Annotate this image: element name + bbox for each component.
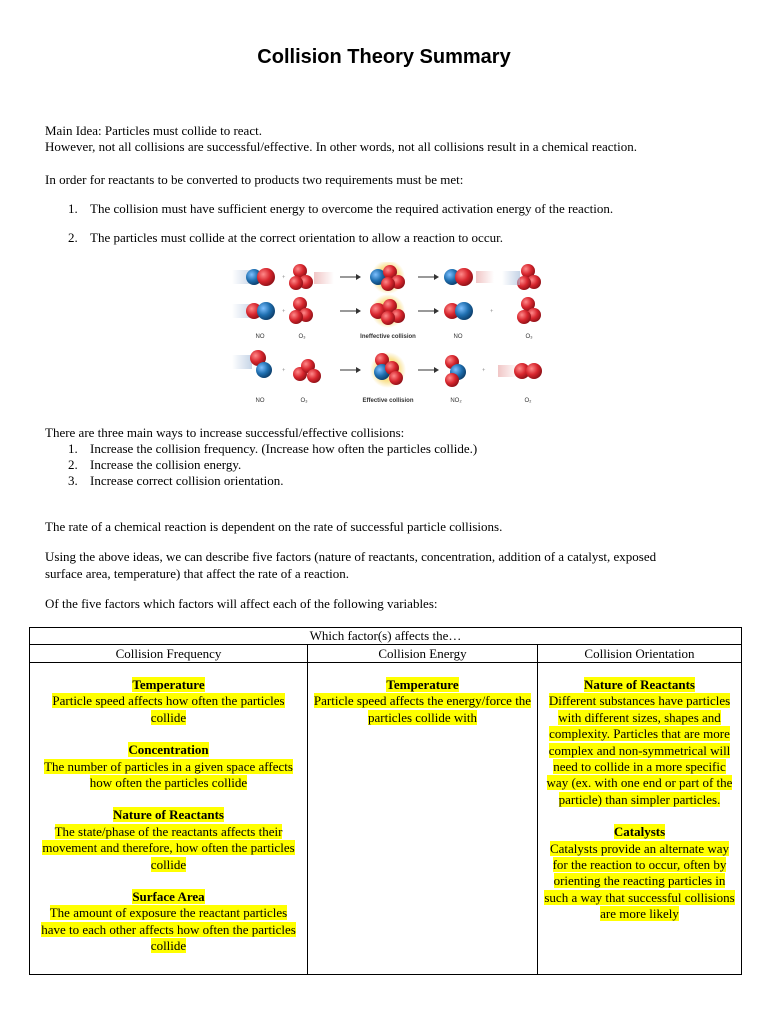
factor-description: The state/phase of the reactants affects their movement and therefore, how often the particles collide <box>42 823 295 872</box>
collision-figure <box>230 262 560 412</box>
figure-label: O₃ <box>525 334 533 340</box>
list-number: 1. <box>68 201 78 216</box>
factor-description: Catalysts provide an alternate way for the reaction to occur, often by orienting the reacting particles in such a way that successful collisions are more likely <box>544 840 735 922</box>
svg-text:+: + <box>490 309 494 315</box>
factor-entry <box>313 677 532 726</box>
figure-label: Effective collision <box>362 398 414 404</box>
figure-label: NO <box>255 334 265 340</box>
figure-label: O₃ <box>298 334 306 340</box>
collision-diagram <box>230 262 560 412</box>
figure-label: NO₂ <box>450 398 462 404</box>
figure-label: O₂ <box>524 398 532 404</box>
factor-heading: Nature of Reactants <box>584 677 695 692</box>
figure-row-2 <box>232 294 541 340</box>
list-text: The particles must collide at the correct orientation to allow a reaction to occur. <box>90 230 503 245</box>
factor-description: Particle speed affects the energy/force the particles collide with <box>313 693 532 725</box>
factor-heading: Concentration <box>128 742 209 758</box>
figure-label: Ineffective collision <box>360 334 416 340</box>
svg-text:+: + <box>282 309 286 315</box>
list-text: The collision must have sufficient energy to overcome the required activation energy of the reaction. <box>90 201 614 216</box>
column-divider <box>307 645 308 974</box>
factor-description: The amount of exposure the reactant particles have to each other affects how often the particles collide <box>41 905 296 954</box>
cell-collision-frequency <box>38 677 299 955</box>
factors-line-1: Using the above ideas, we can describe five factors (nature of reactants, concentration, addition of a catalyst, exposed <box>45 549 657 564</box>
list-number: 2. <box>68 230 78 245</box>
rate-statement: The rate of a chemical reaction is dependent on the rate of successful particle collisions. <box>45 519 503 534</box>
factor-entry <box>38 889 299 955</box>
figure-label: O₃ <box>300 398 308 404</box>
column-divider <box>537 645 538 974</box>
factor-heading: Nature of Reactants <box>113 807 224 823</box>
factor-heading: Catalysts <box>613 824 666 840</box>
factor-entry <box>543 824 736 922</box>
table-header: Which factor(s) affects the… <box>30 628 741 645</box>
figure-label: NO <box>255 398 265 404</box>
factor-entry <box>38 742 299 791</box>
page-title: Collision Theory Summary <box>257 46 511 68</box>
list-number: 1. <box>68 441 78 456</box>
however-text: However, not all collisions are successful/effective. In other words, not all collisions result in a chemical reaction. <box>45 139 638 154</box>
factors-line-2: surface area, temperature) that affect the rate of a reaction. <box>45 566 349 581</box>
figure-label: NO <box>453 334 463 340</box>
cell-collision-orientation <box>543 677 736 923</box>
column-header-orientation: Collision Orientation <box>584 646 695 661</box>
cell-collision-energy <box>313 677 532 726</box>
requirements-intro: In order for reactants to be converted to products two requirements must be met: <box>45 172 464 187</box>
table-intro: Of the five factors which factors will affect each of the following variables: <box>45 596 438 611</box>
list-text: Increase the collision frequency. (Increase how often the particles collide.) <box>90 441 478 456</box>
column-header-frequency: Collision Frequency <box>115 646 222 661</box>
list-number: 2. <box>68 457 78 472</box>
factor-heading: Surface Area <box>132 889 205 905</box>
factor-heading: Temperature <box>132 677 205 692</box>
factor-heading: Temperature <box>386 677 459 692</box>
factor-entry <box>543 677 736 808</box>
list-text: Increase the collision energy. <box>90 457 242 472</box>
factors-table <box>29 627 742 975</box>
table-column-headers <box>30 645 741 663</box>
ways-intro: There are three main ways to increase successful/effective collisions: <box>45 425 405 440</box>
svg-text:+: + <box>282 275 286 281</box>
list-text: Increase correct collision orientation. <box>90 473 284 488</box>
svg-text:+: + <box>282 368 286 374</box>
main-idea-text: Main Idea: Particles must collide to react. <box>45 123 262 138</box>
list-number: 3. <box>68 473 78 488</box>
column-header-energy: Collision Energy <box>378 646 467 661</box>
svg-text:+: + <box>482 368 486 374</box>
factor-description: The number of particles in a given space affects how often the particles collide <box>44 758 293 791</box>
factor-description: Particle speed affects how often the particles collide <box>52 693 285 725</box>
factor-description: Different substances have particles with different sizes, shapes and complexity. Particles that are more complex and non-symmetrical will need to collide in a more specific way (ex. with one end or part of the particle) than simpler particles. <box>546 693 733 807</box>
figure-row-3 <box>232 350 542 404</box>
factor-entry <box>38 807 299 873</box>
figure-row-1 <box>232 262 541 294</box>
factor-entry <box>38 677 299 726</box>
